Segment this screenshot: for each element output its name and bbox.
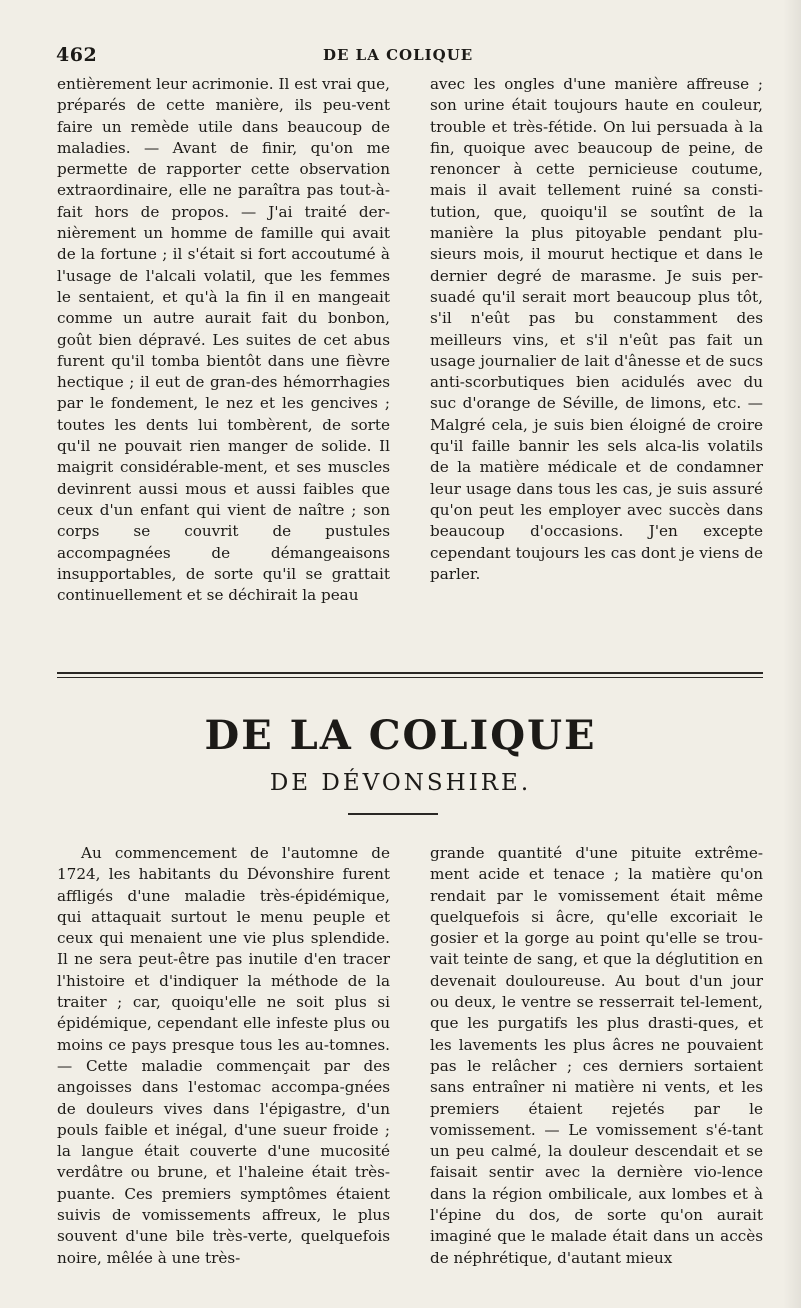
chapter-subtitle: DE DÉVONSHIRE. xyxy=(269,770,532,796)
text-column-bottom-left xyxy=(57,843,390,1269)
text-column-bottom-right xyxy=(430,843,763,1269)
title-underline-rule xyxy=(348,813,438,815)
text-column-top-left xyxy=(57,74,390,606)
paragraph-continued: avec les ongles d'une manière affreuse ; son urine était toujours haute en couleur, trouble et très-fétide. On lui persuada à la fin, quoique avec beaucoup de peine, de renoncer à cette pernicieuse coutume, mais il avait tellement ruiné sa consti-tution, que, quoiqu'il se soutînt de la manière la plus pitoyable pendant plu-sieurs mois, il mourut hectique et dans le dernier degré de marasme. Je suis per-suadé qu'il serait mort beaucoup plus tôt, s'il n'eût pas bu constamment des meilleurs vins, et s'il n'eût pas fait un usage journalier de lait d'ânesse et de sucs anti-scorbutiques bien acidulés avec du suc d'orange de Séville, de limons, etc. — Malgré cela, je suis bien éloigné de croire qu'il faille bannir les sels alca-lis volatils de la matière médicale et de condamner leur usage dans tous les cas, je suis assuré qu'on peut les employer avec succès dans beaucoup d'occasions. J'en excepte cependant toujours les cas dont je viens de parler. xyxy=(430,75,763,583)
chapter-title: DE LA COLIQUE xyxy=(204,712,597,759)
page-edge-shadow xyxy=(783,0,801,1308)
text-column-top-right xyxy=(430,74,763,585)
paragraph-opening: Au commencement de l'automne de 1724, les habitants du Dévonshire furent affligés d'une maladie très-épidémique, qui attaquait surtout le menu peuple et ceux qui menaient une vie plus splendide. Il ne sera peut-être pas inutile d'en tracer l'histoire et d'indiquer la méthode de la traiter ; car, quoiqu'elle ne soit plus si épidémique, cependant elle infeste plus ou moins ce pays presque tous les au-tomnes. — Cette maladie commençait par des angoisses dans l'estomac accompa-gnées de douleurs vives dans l'épigastre, d'un pouls faible et inégal, d'une sueur froide ; la langue était couverte d'une mucosité verdâtre ou brune, et l'haleine était très-puante. Ces premiers symptômes étaient suivis de vomissements affreux, le plus souvent d'une bile très-verte, quelquefois noire, mêlée à une très- xyxy=(57,844,390,1267)
page-number: 462 xyxy=(56,44,98,66)
paragraph-continued: grande quantité d'une pituite extrême-ment acide et tenace ; la matière qu'on rendait par le vomissement était même quelquefois si âcre, qu'elle excoriait le gosier et la gorge au point qu'elle se trou-vait teinte de sang, et que la déglutition en devenait douloureuse. Au bout d'un jour ou deux, le ventre se resserrait tel-lement, que les purgatifs les plus drasti-ques, et les lavements les plus âcres ne pouvaient pas le relâcher ; ces derniers sortaient sans entraîner ni matière ni vents, et les premiers étaient rejetés par le vomissement. — Le vomissement s'é-tant un peu calmé, la douleur descendait et se faisait sentir avec la dernière vio-lence dans la région ombilicale, aux lombes et à l'épine du dos, de sorte qu'on aurait imaginé que le malade était dans un accès de néphrétique, d'autant mieux xyxy=(430,844,763,1267)
section-divider-rule xyxy=(57,672,763,678)
running-head: DE LA COLIQUE xyxy=(323,46,474,64)
paragraph-continued: entièrement leur acrimonie. Il est vrai que, préparés de cette manière, ils peu-vent faire un remède utile dans beaucoup de maladies. — Avant de finir, qu'on me permette de rapporter cette observation extraordinaire, elle ne paraîtra pas tout-à-fait hors de propos. — J'ai traité der-nièrement un homme de famille qui avait de la fortune ; il s'était si fort accoutumé à l'usage de l'alcali volatil, que les femmes le sentaient, et qu'à la fin il en mangeait comme un autre aurait fait du bonbon, goût bien dépravé. Les suites de cet abus furent qu'il tomba bientôt dans une fièvre hectique ; il eut de gran-des hémorrhagies par le fondement, le nez et les gencives ; toutes les dents lui tombèrent, de sorte qu'il ne pouvait rien manger de solide. Il maigrit considérable-ment, et ses muscles devinrent aussi mous et aussi faibles que ceux d'un enfant qui vient de naître ; son corps se couvrit de pustules accompagnées de démangeaisons insupportables, de sorte qu'il se grattait continuellement et se déchirait la peau xyxy=(57,75,390,605)
